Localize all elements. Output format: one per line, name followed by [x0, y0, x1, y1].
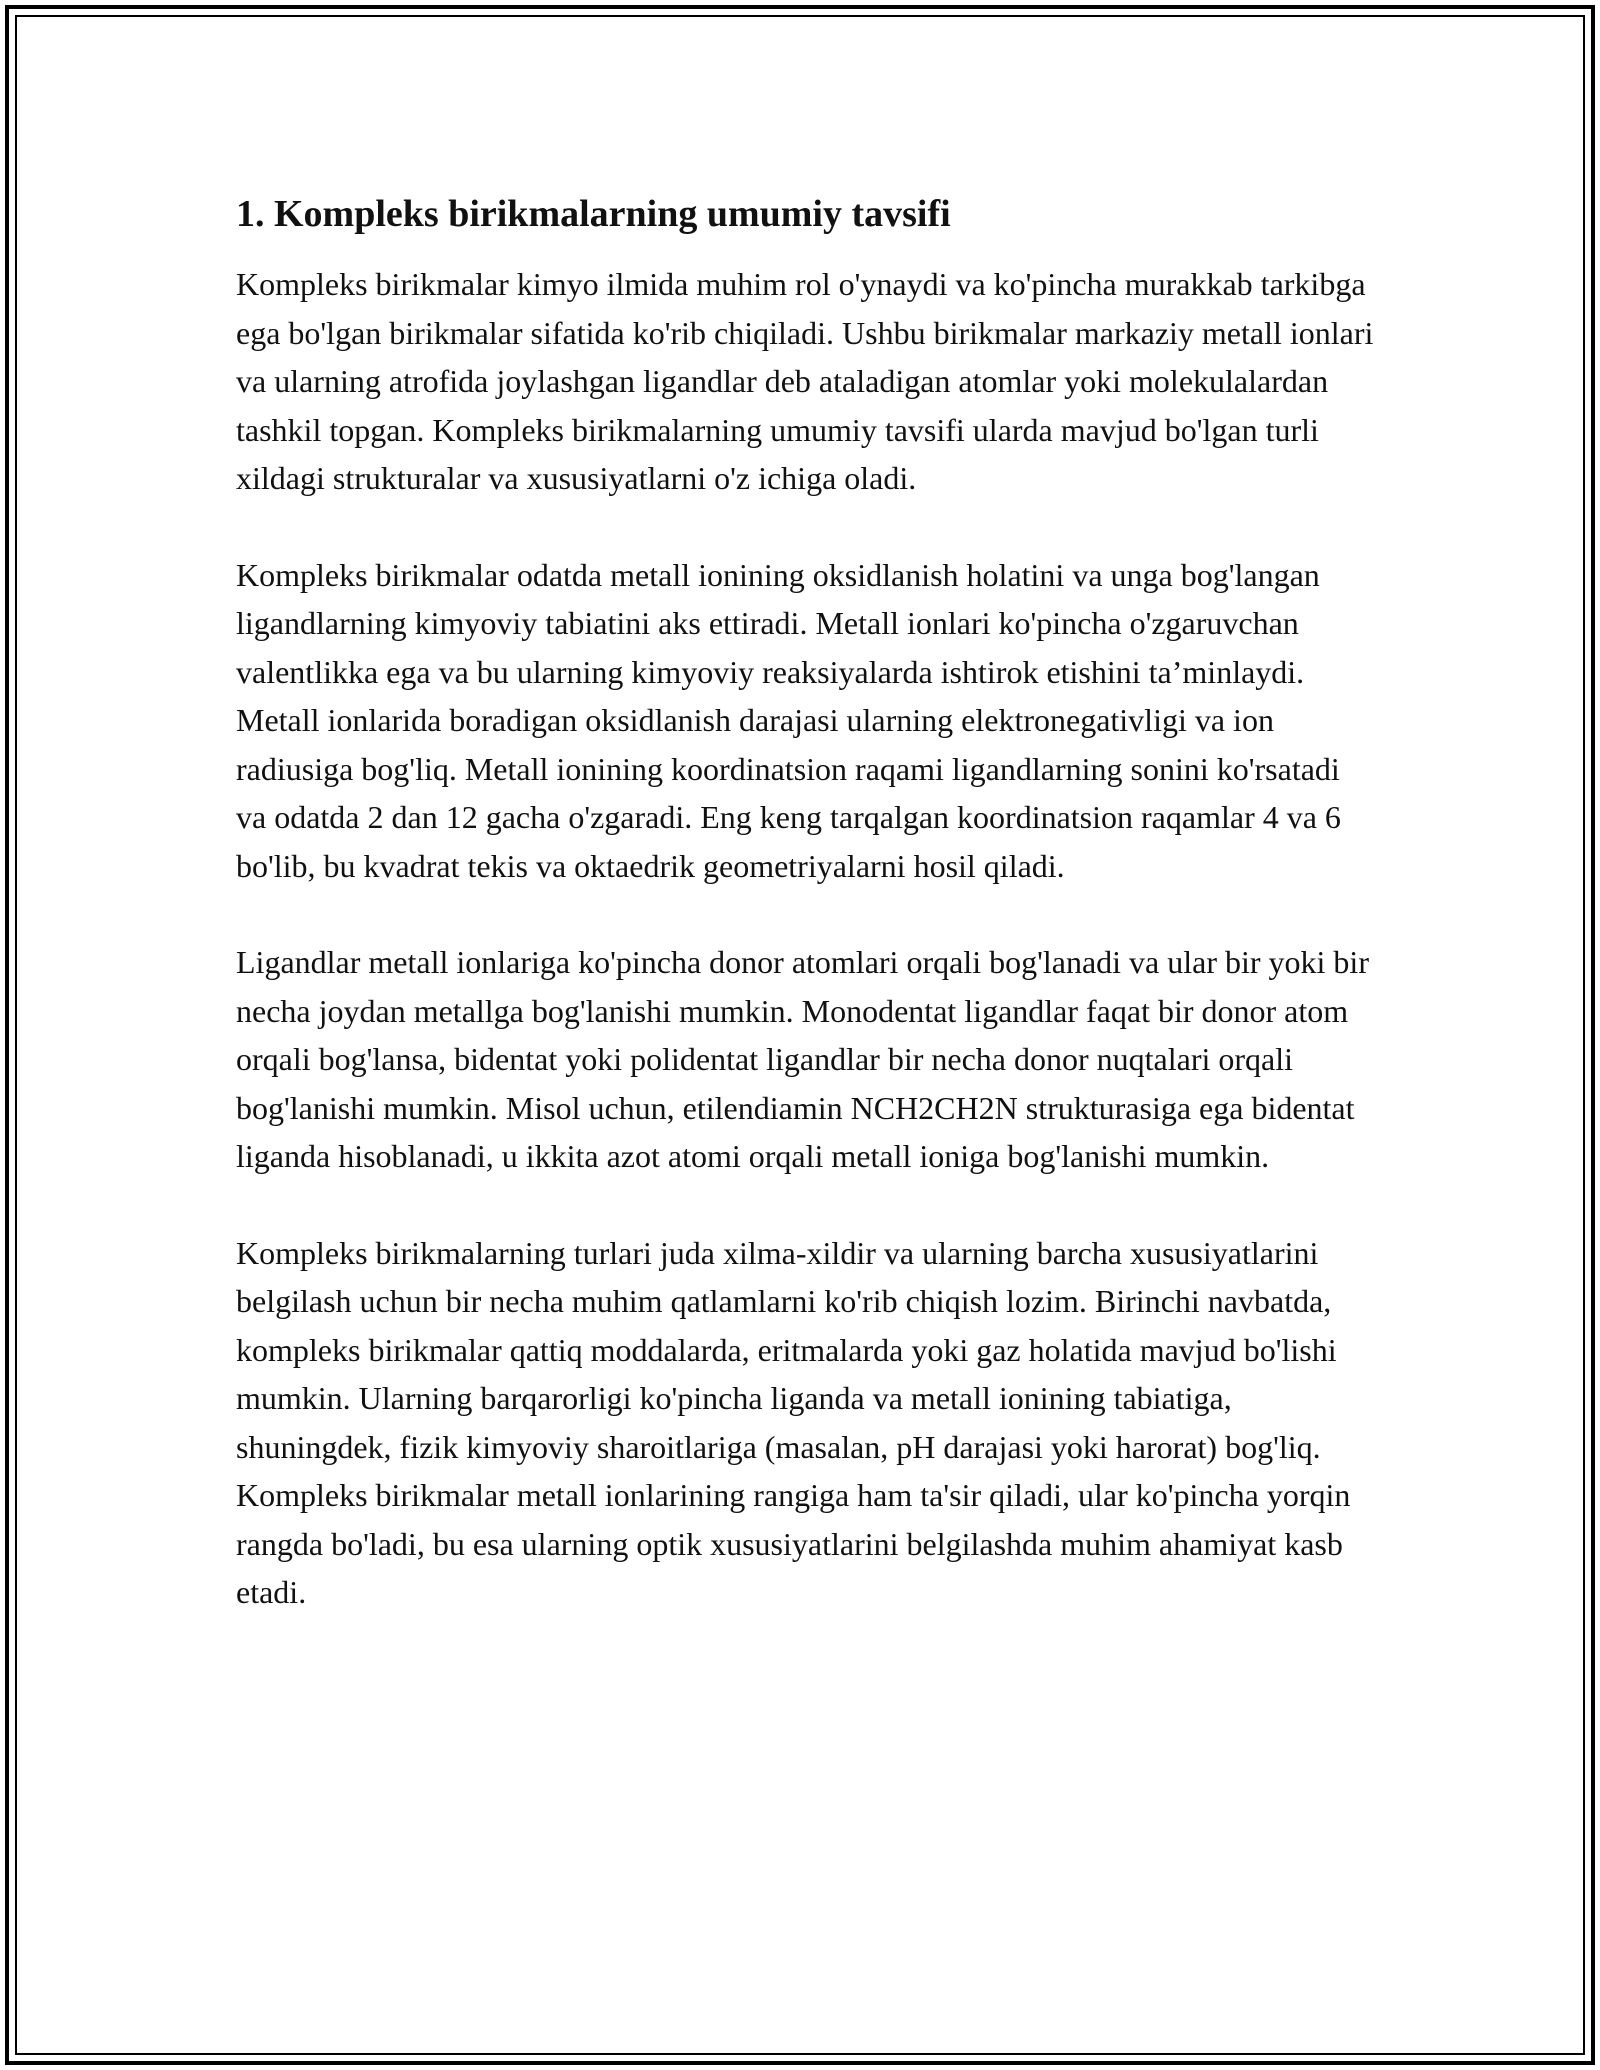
paragraph-2: Kompleks birikmalar odatda metall ionining oksidlanish holatini va unga bog'langan ligandlarning kimyoviy tabiatini aks ettiradi. Metall ionlari ko'pincha o'zgaruvchan valentlikka ega va bu ularning kimyoviy reaksiyalarda ishtirok etishini ta’minlaydi. Metall ionlarida boradigan oksidlanish darajasi ularning elektronegativligi va ion radiusiga bog'liq. Metall ionining koordinatsion raqami ligandlarning sonini ko'rsatadi va odatda 2 dan 12 gacha o'zgaradi. Eng keng tarqalgan koordinatsion raqamlar 4 va 6 bo'lib, bu kvadrat tekis va oktaedrik geometriyalarni hosil qiladi. [236, 556, 1341, 884]
section-heading: 1. Kompleks birikmalarning umumiy tavsifi [236, 193, 951, 235]
paragraph-1: Kompleks birikmalar kimyo ilmida muhim rol o'ynaydi va ko'pincha murakkab tarkibga ega bo'lgan birikmalar sifatida ko'rib chiqiladi. Ushbu birikmalar markaziy metall ionlari va ularning atrofida joylashgan ligandlar deb ataladigan atomlar yoki molekulalardan tashkil topgan. Kompleks birikmalarning umumiy tavsifi ularda mavjud bo'lgan turli xildagi strukturalar va xususiyatlarni o'z ichiga oladi. [236, 266, 1374, 496]
document-body [236, 188, 1376, 1665]
paragraph-4: Kompleks birikmalarning turlari juda xilma-xildir va ularning barcha xususiyatlarini belgilash uchun bir necha muhim qatlamlarni ko'rib chiqish lozim. Birinchi navbatda, kompleks birikmalar qattiq moddalarda, eritmalarda yoki gaz holatida mavjud bo'lishi mumkin. Ularning barqarorligi ko'pincha liganda va metall ionining tabiatiga, shuningdek, fizik kimyoviy sharoitlariga (masalan, pH darajasi yoki harorat) bog'liq. Kompleks birikmalar metall ionlarining rangiga ham ta'sir qiladi, ular ko'pincha yorqin rangda bo'ladi, bu esa ularning optik xususiyatlarini belgilashda muhim ahamiyat kasb etadi. [236, 1234, 1351, 1610]
paragraph-3: Ligandlar metall ionlariga ko'pincha donor atomlari orqali bog'lanadi va ular bir yoki bir necha joydan metallga bog'lanishi mumkin. Monodentat ligandlar faqat bir donor atom orqali bog'lansa, bidentat yoki polidentat ligandlar bir necha donor nuqtalari orqali bog'lanishi mumkin. Misol uchun, etilendiamin NCH2CH2N strukturasiga ega bidentat liganda hisoblanadi, u ikkita azot atomi orqali metall ioniga bog'lanishi mumkin. [236, 944, 1369, 1174]
